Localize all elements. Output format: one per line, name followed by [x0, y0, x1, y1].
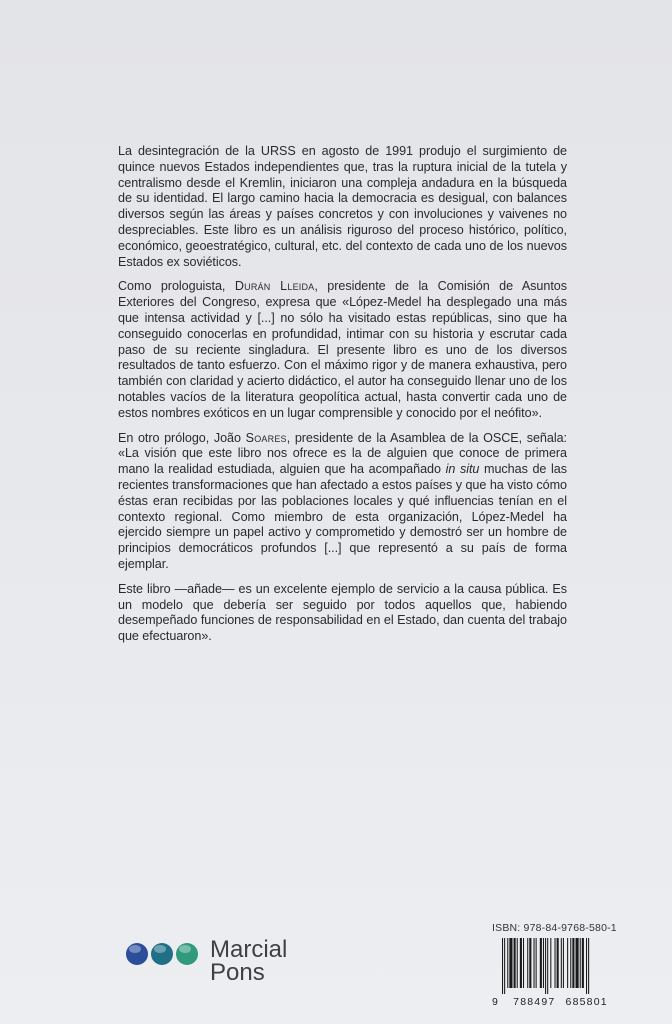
barcode-bar: [555, 938, 556, 988]
prologue-author-name: Durán Lleida: [234, 279, 315, 294]
paragraph-text: , presidente de la Asamblea de la OSCE, señala: «La visión que este libro nos ofrece es la de alguien que conoce de primera mano la realidad estudiada, alguien que ha acompañado: [118, 430, 567, 477]
paragraph-text: Este libro —añade— es un excelente ejemplo de servicio a la causa pública. Es un modelo que debería ser seguido por todos aquellos que, habiendo desempeñado funciones de responsabilidad en el Estado, dan cuenta del trabajo que efectuaron».: [118, 581, 567, 644]
barcode-bar: [550, 938, 551, 988]
blurb-paragraph: [118, 582, 567, 645]
barcode-bars: [502, 938, 616, 994]
barcode-bar: [517, 938, 518, 988]
paragraph-text: , presidente de la Comisión de Asuntos Exteriores del Congreso, expresa que «López-Medel ha desplegado una más que intensa actividad y [...] no sólo ha visitado estas repúblicas, sino que ha conseguido conocerlas en profundidad, intimar con su historia y escrutar cada paso de su reciente singladura. El presente libro es uno de los diversos resultados de tanto esfuerzo. Con el máximo rigor y de manera exhaustiva, pero también con claridad y acierto didáctico, el autor ha conseguido llenar uno de los notables vacíos de la literatura geopolítica actual, hasta convertir cada uno de estos nombres exóticos en un lugar comprensible y conocido por el neófito».: [118, 279, 567, 420]
barcode-bar: [502, 938, 503, 994]
ean-number: [492, 996, 616, 1008]
barcode-bar: [561, 938, 562, 988]
blurb-paragraph: [118, 279, 567, 421]
barcode-bar: [557, 938, 559, 988]
publisher-name-line1: Marcial: [210, 936, 288, 963]
prologue-author-name: Soares: [245, 430, 287, 445]
publisher-name-line2: Pons: [210, 959, 265, 986]
logo-dots: [126, 943, 198, 965]
barcode-bar: [520, 938, 522, 988]
barcode-bar: [543, 938, 544, 988]
barcode-bar: [534, 938, 535, 988]
paragraph-text: Como prologuista,: [118, 279, 235, 294]
ean-group-1: 788497: [513, 996, 556, 1008]
blurb-paragraph: [118, 144, 567, 270]
barcode-bar: [582, 938, 584, 988]
blurb-paragraph: [118, 431, 567, 573]
paragraph-text: muchas de las recientes transformaciones que han afectado a estos países y que ha visto cómo éstas eran recibidas por las poblaciones locales y qué influencias tenían en el contexto regional. Como miembro de esta organización, López-Medel ha ejercido siempre un papel activo y comprometido y demostró ser un hombre de principios democráticos profundos [...] que representó a su país de forma ejemplar.: [118, 462, 567, 571]
barcode-bar: [527, 938, 528, 988]
barcode-bar: [580, 938, 581, 988]
barcode-bar: [504, 938, 505, 994]
barcode-bar: [547, 938, 548, 994]
teal-sphere-icon: [151, 943, 173, 965]
barcode-bar: [536, 938, 537, 988]
barcode-bar: [545, 938, 546, 994]
barcode-bar: [509, 938, 512, 988]
publisher-logo: [126, 936, 296, 986]
isbn-barcode: [492, 922, 616, 1018]
paragraph-text: En otro prólogo, João: [118, 430, 246, 445]
barcode-bar: [540, 938, 542, 988]
barcode-bar: [576, 938, 579, 988]
barcode-bar: [514, 938, 516, 988]
isbn-label: ISBN: 978-84-9768-580-1: [492, 922, 617, 934]
green-sphere-icon: [176, 943, 198, 965]
barcode-bar: [588, 938, 589, 994]
barcode-bar: [523, 938, 524, 988]
ean-lead-digit: 9: [492, 996, 500, 1008]
barcode-bar: [529, 938, 531, 988]
blue-sphere-icon: [126, 943, 148, 965]
barcode-bar: [563, 938, 564, 988]
italic-phrase: in situ: [445, 462, 480, 477]
barcode-bar: [570, 938, 571, 988]
paragraph-text: La desintegración de la URSS en agosto de 1991 produjo el surgimiento de quince nuevos Estados independientes que, tras la ruptura inicial de la tutela y centralismo desde el Kremlin, iniciaron una compleja andadura en la búsqueda de su identidad. El largo camino hacia la democracia es desigual, con balances diversos según las áreas y países concretos y con involuciones y vaivenes no despreciables. Este libro es un análisis riguroso del proceso histórico, político, económico, geoestratégico, cultural, etc. del contexto de cada uno de los nuevos Estados ex soviéticos.: [118, 144, 567, 269]
ean-group-2: 685801: [565, 996, 608, 1008]
barcode-bar: [567, 938, 568, 988]
barcode-bar: [572, 938, 574, 988]
back-cover-blurb: [118, 144, 567, 654]
barcode-bar: [507, 938, 508, 988]
barcode-bar: [586, 938, 587, 994]
publisher-name: [210, 938, 287, 984]
